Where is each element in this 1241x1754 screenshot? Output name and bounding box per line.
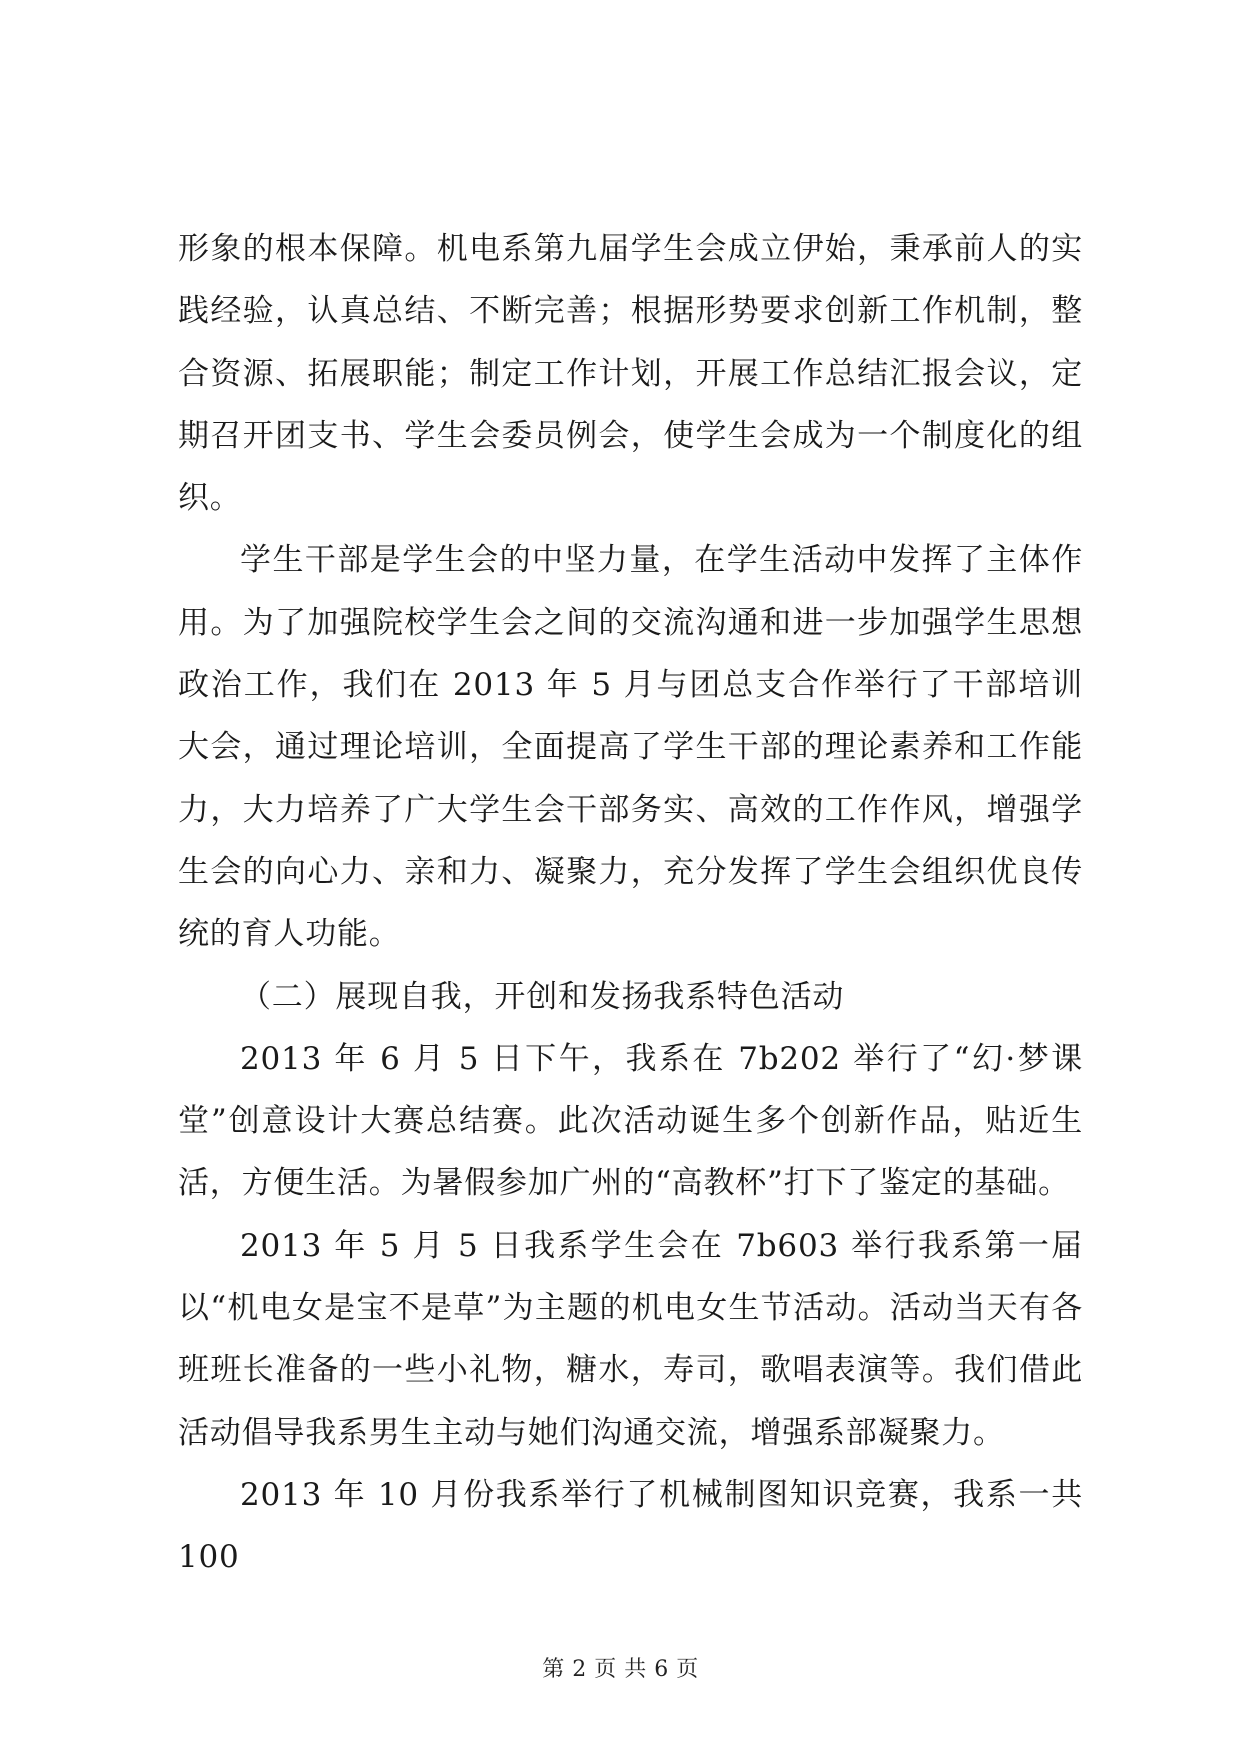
paragraph-girls-festival: 2013 年 5 月 5 日我系学生会在 7b603 举行我系第一届以“机电女是宝不是草”为主题的机电女生节活动。活动当天有各班班长准备的一些小礼物，糖水，寿司，歌唱表演等。我们借此活动倡导我系男生主动与她们沟通交流，增强系部凝聚力。 <box>178 1227 1083 1451</box>
paragraph-dream-classroom: 2013 年 6 月 5 日下午，我系在 7b202 举行了“幻·梦课堂”创意设计大赛总结赛。此次活动诞生多个创新作品，贴近生活，方便生活。为暑假参加广州的“高教杯”打下了鉴定的基础。 <box>178 1040 1083 1202</box>
paragraph-drawing-contest: 2013 年 10 月份我系举行了机械制图知识竞赛，我系一共 100 <box>178 1476 1083 1576</box>
page-number-footer: 第 2 页 共 6 页 <box>542 1657 699 1682</box>
section-heading: （二）展现自我，开创和发扬我系特色活动 <box>240 978 845 1015</box>
paragraph-continuation: 形象的根本保障。机电系第九届学生会成立伊始，秉承前人的实践经验，认真总结、不断完善；根据形势要求创新工作机制，整合资源、拓展职能；制定工作计划，开展工作总结汇报会议，定期召开团支书、学生会委员例会，使学生会成为一个制度化的组织。 <box>178 231 1083 517</box>
paragraph-student-cadres: 学生干部是学生会的中坚力量，在学生活动中发挥了主体作用。为了加强院校学生会之间的交流沟通和进一步加强学生思想政治工作，我们在 2013 年 5 月与团总支合作举行了干部培训大会，通过理论培训，全面提高了学生干部的理论素养和工作能力，大力培养了广大学生会干部务实、高效的工作作风，增强学生会的向心力、亲和力、凝聚力，充分发挥了学生会组织优良传统的育人功能。 <box>178 542 1083 953</box>
document-body <box>178 218 1083 1589</box>
